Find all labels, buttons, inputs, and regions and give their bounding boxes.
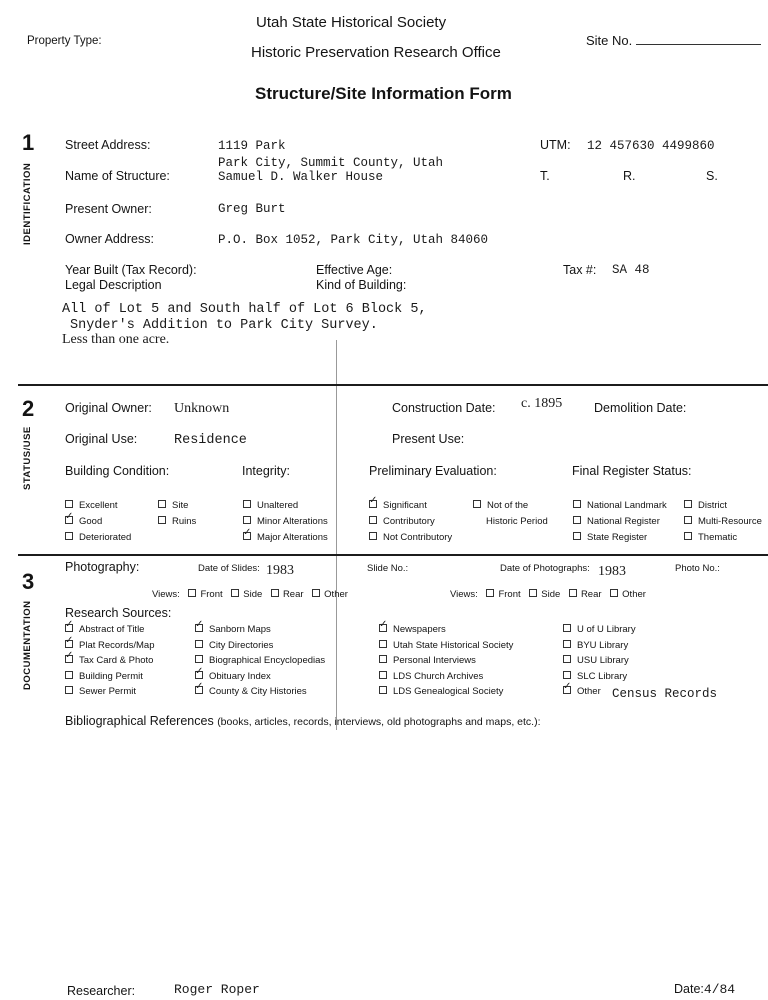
condition-site[interactable]: Site — [158, 500, 188, 511]
range-label: R. — [623, 169, 636, 183]
date-of-slides-label: Date of Slides: — [198, 563, 260, 574]
section-1-label: IDENTIFICATION — [22, 162, 33, 245]
checkbox-checked[interactable] — [65, 624, 73, 632]
views-label: Views: — [450, 589, 478, 600]
source-usu[interactable]: USU Library — [563, 655, 629, 666]
office-name: Historic Preservation Research Office — [251, 44, 501, 61]
legal-description-label: Legal Description — [65, 278, 162, 292]
checkbox[interactable] — [473, 500, 481, 508]
section-3-label: DOCUMENTATION — [22, 600, 33, 690]
form-title: Structure/Site Information Form — [255, 84, 512, 103]
demolition-date-label: Demolition Date: — [594, 401, 687, 415]
checkbox[interactable] — [65, 671, 73, 679]
checkbox[interactable] — [65, 532, 73, 540]
building-condition-label: Building Condition: — [65, 464, 170, 478]
kind-of-building-label: Kind of Building: — [316, 278, 407, 292]
original-owner-value: Unknown — [174, 401, 230, 416]
source-biographical[interactable]: Biographical Encyclopedias — [195, 655, 325, 666]
checkbox[interactable] — [379, 686, 387, 694]
checkbox[interactable] — [529, 589, 537, 597]
slide-views: Views: Front Side Rear Other — [152, 589, 348, 600]
researcher-label: Researcher: — [67, 984, 136, 998]
research-sources-label: Research Sources: — [65, 606, 172, 620]
tax-number-label: Tax #: — [563, 263, 597, 277]
source-obituary[interactable]: ✓Obituary Index — [195, 671, 271, 682]
checkbox[interactable] — [563, 624, 571, 632]
final-thematic[interactable]: Thematic — [684, 532, 737, 543]
present-owner-label: Present Owner: — [65, 202, 152, 216]
integrity-unaltered[interactable]: Unaltered — [243, 500, 298, 511]
checkbox[interactable] — [573, 500, 581, 508]
checkbox[interactable] — [243, 516, 251, 524]
source-lds-genealogical[interactable]: LDS Genealogical Society — [379, 686, 503, 697]
checkbox[interactable] — [379, 640, 387, 648]
checkbox[interactable] — [369, 532, 377, 540]
date-of-photographs-value: 1983 — [598, 564, 626, 579]
final-register-status-label: Final Register Status: — [572, 464, 692, 478]
checkbox[interactable] — [563, 671, 571, 679]
section-divider-2 — [18, 554, 768, 556]
source-u-of-u[interactable]: U of U Library — [563, 624, 636, 635]
section-3-number: 3 — [22, 569, 35, 594]
checkbox-checked[interactable] — [563, 686, 571, 694]
section-2-label: STATUS/USE — [22, 426, 33, 490]
date-of-photographs-label: Date of Photographs: — [500, 563, 590, 574]
legal-line-3: Less than one acre. — [62, 332, 170, 347]
effective-age-label: Effective Age: — [316, 263, 393, 277]
checkbox-checked[interactable] — [195, 624, 203, 632]
checkbox[interactable] — [573, 532, 581, 540]
checkbox-checked[interactable] — [379, 624, 387, 632]
owner-address-value: P.O. Box 1052, Park City, Utah 84060 — [218, 233, 489, 247]
condition-good[interactable]: ✓Good — [65, 516, 102, 527]
prelim-significant[interactable]: ✓Significant — [369, 500, 427, 511]
property-type-label: Property Type: — [27, 35, 102, 47]
photo-views: Views: Front Side Rear Other — [450, 589, 646, 600]
original-use-value: Residence — [174, 433, 247, 448]
final-multi-resource[interactable]: Multi-Resource — [684, 516, 762, 527]
integrity-label: Integrity: — [242, 464, 290, 478]
date-value: 4/84 — [703, 982, 736, 997]
utm-value: 12 457630 4499860 — [587, 139, 715, 153]
tax-number-value: SA 48 — [612, 263, 650, 277]
checkbox[interactable] — [369, 516, 377, 524]
structure-name-label: Name of Structure: — [65, 169, 170, 183]
present-use-label: Present Use: — [392, 432, 465, 446]
checkbox-checked[interactable] — [65, 516, 73, 524]
checkbox[interactable] — [684, 516, 692, 524]
final-state-register[interactable]: State Register — [573, 532, 647, 543]
source-sanborn[interactable]: ✓Sanborn Maps — [195, 624, 271, 635]
source-lds-church[interactable]: LDS Church Archives — [379, 671, 483, 682]
prelim-not-contributory[interactable]: Not Contributory — [369, 532, 452, 543]
checkbox[interactable] — [158, 500, 166, 508]
checkbox[interactable] — [610, 589, 618, 597]
integrity-minor[interactable]: Minor Alterations — [243, 516, 328, 527]
checkbox-checked[interactable] — [65, 655, 73, 663]
checkbox[interactable] — [379, 655, 387, 663]
construction-date-value: c. 1895 — [521, 396, 563, 411]
original-use-label: Original Use: — [65, 432, 138, 446]
site-no-field[interactable] — [636, 34, 761, 45]
photography-label: Photography: — [65, 560, 140, 574]
checkbox[interactable] — [243, 500, 251, 508]
source-city-directories[interactable]: City Directories — [195, 640, 273, 651]
section-divider-1 — [18, 384, 768, 386]
source-abstract[interactable]: ✓Abstract of Title — [65, 624, 144, 635]
integrity-major[interactable]: ✓Major Alterations — [243, 532, 328, 543]
checkbox[interactable] — [379, 671, 387, 679]
checkbox[interactable] — [231, 589, 239, 597]
legal-line-2: Snyder's Addition to Park City Survey. — [70, 318, 378, 333]
section-label: S. — [706, 169, 718, 183]
source-plat-records[interactable]: ✓Plat Records/Map — [65, 640, 155, 651]
prelim-contributory[interactable]: Contributory — [369, 516, 435, 527]
source-building-permit[interactable]: Building Permit — [65, 671, 143, 682]
preliminary-evaluation-label: Preliminary Evaluation: — [369, 464, 497, 478]
final-district[interactable]: District — [684, 500, 727, 511]
section-2-number: 2 — [22, 396, 35, 421]
checkbox[interactable] — [195, 640, 203, 648]
checkbox[interactable] — [188, 589, 196, 597]
checkbox[interactable] — [65, 500, 73, 508]
source-byu[interactable]: BYU Library — [563, 640, 628, 651]
prelim-historic-period: Historic Period — [486, 516, 548, 527]
prelim-not-of-the[interactable]: Not of the — [473, 500, 528, 511]
checkbox[interactable] — [312, 589, 320, 597]
checkbox[interactable] — [158, 516, 166, 524]
checkbox[interactable] — [684, 532, 692, 540]
checkbox[interactable] — [563, 640, 571, 648]
owner-address-label: Owner Address: — [65, 232, 154, 246]
source-county-histories[interactable]: ✓County & City Histories — [195, 686, 307, 697]
final-national-landmark[interactable]: National Landmark — [573, 500, 667, 511]
checkbox-checked[interactable] — [65, 640, 73, 648]
checkbox[interactable] — [684, 500, 692, 508]
checkbox[interactable] — [486, 589, 494, 597]
date-label: Date: — [674, 982, 704, 996]
utm-label: UTM: — [540, 138, 571, 152]
source-newspapers[interactable]: ✓Newspapers — [379, 624, 446, 635]
date-field — [674, 982, 735, 997]
source-slc[interactable]: SLC Library — [563, 671, 627, 682]
views-label: Views: — [152, 589, 180, 600]
checkbox[interactable] — [569, 589, 577, 597]
source-tax-card[interactable]: ✓Tax Card & Photo — [65, 655, 153, 666]
checkbox-checked[interactable] — [195, 671, 203, 679]
township-label: T. — [540, 169, 550, 183]
org-name: Utah State Historical Society — [256, 14, 447, 31]
section-1-number: 1 — [22, 130, 35, 155]
legal-line-1: All of Lot 5 and South half of Lot 6 Block 5, — [62, 302, 427, 317]
researcher-value: Roger Roper — [174, 982, 260, 997]
condition-deteriorated[interactable]: Deteriorated — [65, 532, 131, 543]
checkbox[interactable] — [65, 686, 73, 694]
source-sewer-permit[interactable]: Sewer Permit — [65, 686, 136, 697]
street-address-value: 1119 Park — [218, 139, 286, 153]
source-other[interactable]: ✓Other — [563, 686, 601, 697]
checkbox[interactable] — [271, 589, 279, 597]
checkbox-checked[interactable] — [243, 532, 251, 540]
checkbox-checked[interactable] — [369, 500, 377, 508]
condition-ruins[interactable]: Ruins — [158, 516, 196, 527]
photo-no-label: Photo No.: — [675, 563, 720, 574]
date-of-slides-value: 1983 — [266, 563, 294, 578]
year-built-label: Year Built (Tax Record): — [65, 263, 197, 277]
other-source-value: Census Records — [612, 687, 718, 701]
checkbox[interactable] — [563, 655, 571, 663]
city-line-value: Park City, Summit County, Utah — [218, 156, 444, 170]
street-address-label: Street Address: — [65, 138, 151, 152]
structure-name-value: Samuel D. Walker House — [218, 170, 384, 184]
source-personal-interviews[interactable]: Personal Interviews — [379, 655, 476, 666]
original-owner-label: Original Owner: — [65, 401, 152, 415]
bibliographical-references-label: Bibliographical References (books, articles, records, interviews, old photographs and maps, etc.): — [65, 714, 541, 728]
construction-date-label: Construction Date: — [392, 401, 496, 415]
checkbox[interactable] — [573, 516, 581, 524]
scan-line — [336, 340, 337, 730]
checkbox-checked[interactable] — [195, 686, 203, 694]
source-ushs[interactable]: Utah State Historical Society — [379, 640, 513, 651]
condition-excellent[interactable]: Excellent — [65, 500, 118, 511]
slide-no-label: Slide No.: — [367, 563, 409, 574]
present-owner-value: Greg Burt — [218, 202, 286, 216]
final-national-register[interactable]: National Register — [573, 516, 660, 527]
checkbox[interactable] — [195, 655, 203, 663]
site-no-label: Site No. — [586, 33, 761, 48]
